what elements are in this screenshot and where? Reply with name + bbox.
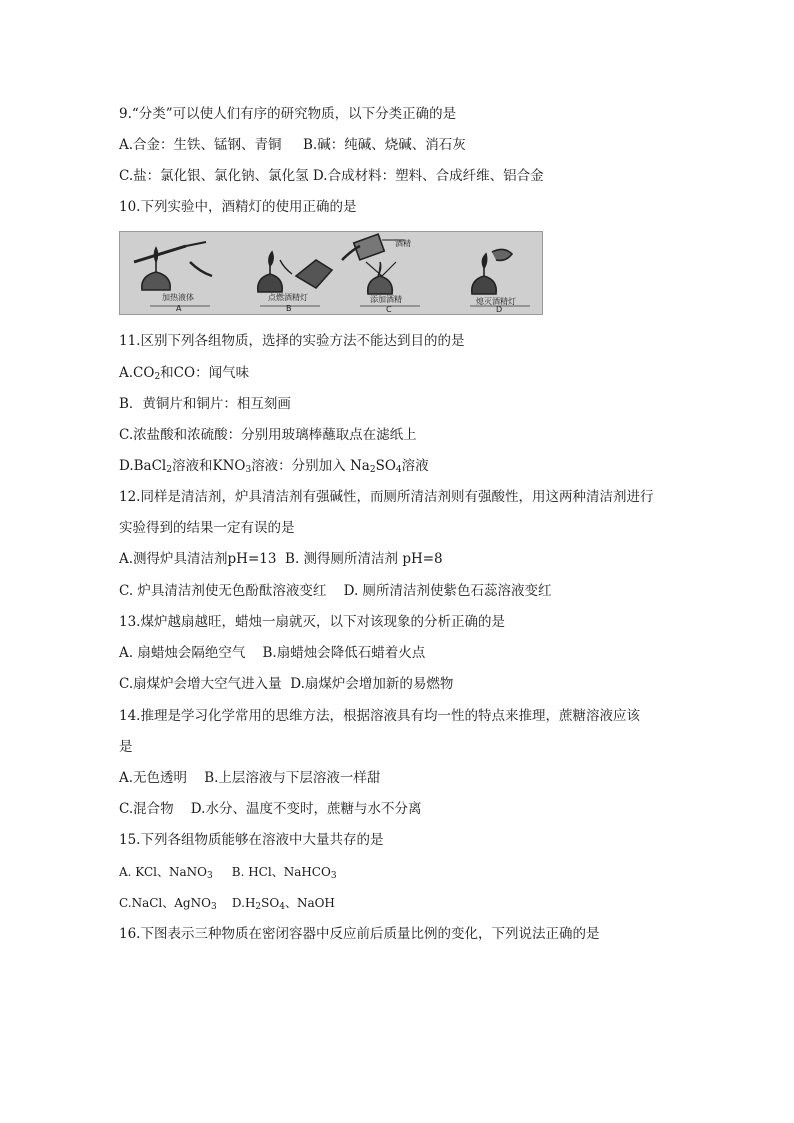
q14-stem-line2: 是 bbox=[119, 739, 133, 755]
q11-stem: 11.区别下列各组物质，选择的实验方法不能达到目的的是 bbox=[119, 333, 465, 349]
fig-label-b: 点燃酒精灯 bbox=[268, 293, 308, 302]
fig-letter-a: A bbox=[176, 304, 182, 313]
q14-options-ab: A.无色透明 B.上层溶液与下层溶液一样甜 bbox=[119, 770, 381, 786]
q14-stem-line1: 14.推理是学习化学常用的思维方法，根据溶液具有均一性的特点来推理，蔗糖溶液应该 bbox=[119, 708, 640, 724]
fig-label-d: 熄灭酒精灯 bbox=[476, 297, 516, 306]
q12-stem-line2: 实验得到的结果一定有误的是 bbox=[119, 520, 295, 536]
q9-options-ab: A.合金：生铁、锰钢、青铜 B.碱：纯碱、烧碱、消石灰 bbox=[119, 137, 466, 153]
q12-options-ab: A.测得炉具清洁剂pH=13 B. 测得厕所清洁剂 pH=8 bbox=[119, 551, 443, 567]
q14-options-cd: C.混合物 D.水分、温度不变时，蔗糖与水不分离 bbox=[119, 801, 422, 817]
q13-stem: 13.煤炉越扇越旺，蜡烛一扇就灭，以下对该现象的分析正确的是 bbox=[119, 614, 505, 630]
fig-label-c: 添加酒精 bbox=[370, 295, 402, 304]
fig-label-a: 加热液体 bbox=[162, 293, 194, 302]
q12-options-cd: C. 炉具清洁剂使无色酚酞溶液变红 D. 厕所清洁剂使紫色石蕊溶液变红 bbox=[119, 583, 552, 599]
fig-letter-c: C bbox=[386, 305, 392, 314]
q10-stem: 10.下列实验中，酒精灯的使用正确的是 bbox=[119, 199, 357, 215]
fig-letter-d: D bbox=[496, 305, 503, 314]
q16-stem: 16.下图表示三种物质在密闭容器中反应前后质量比例的变化，下列说法正确的是 bbox=[119, 926, 600, 942]
q12-stem-line1: 12.同样是清洁剂，炉具清洁剂有强碱性，而厕所清洁剂则有强酸性，用这两种清洁剂进行 bbox=[119, 489, 654, 505]
q13-options-ab: A. 扇蜡烛会隔绝空气 B.扇蜡烛会降低石蜡着火点 bbox=[119, 645, 426, 661]
q11-option-b: B．黄铜片和铜片：相互刻画 bbox=[119, 396, 291, 412]
q15-stem: 15.下列各组物质能够在溶液中大量共存的是 bbox=[119, 832, 384, 848]
alcohol-lamp-figure bbox=[119, 231, 543, 315]
q13-options-cd: C.扇煤炉会增大空气进入量 D.扇煤炉会增加新的易燃物 bbox=[119, 676, 454, 692]
bottle-label: 酒精 bbox=[395, 239, 411, 248]
q15-options-ab: A. KCl、NaNO$_3$ B. HCl、NaHCO$_3$ bbox=[119, 865, 337, 881]
fig-letter-b: B bbox=[286, 304, 292, 313]
q9-options-cd: C.盐：氯化银、氯化钠、氯化氢 D.合成材料：塑料、合成纤维、铝合金 bbox=[119, 168, 544, 184]
q11-option-a: $A.CO_2$和CO：闻气味 bbox=[119, 365, 250, 382]
q11-option-d: D.BaCl$_2$溶液和$KNO_3$溶液：分别加入 $Na_2SO_4$溶液 bbox=[119, 458, 429, 475]
q9-stem: 9.“分类”可以使人们有序的研究物质，以下分类正确的是 bbox=[119, 106, 457, 122]
q15-options-cd: C.NaCl、AgNO$_3$ $D.H_2SO_4$、NaOH bbox=[119, 896, 335, 912]
q11-option-c: C.浓盐酸和浓硫酸：分别用玻璃棒蘸取点在滤纸上 bbox=[119, 427, 417, 443]
